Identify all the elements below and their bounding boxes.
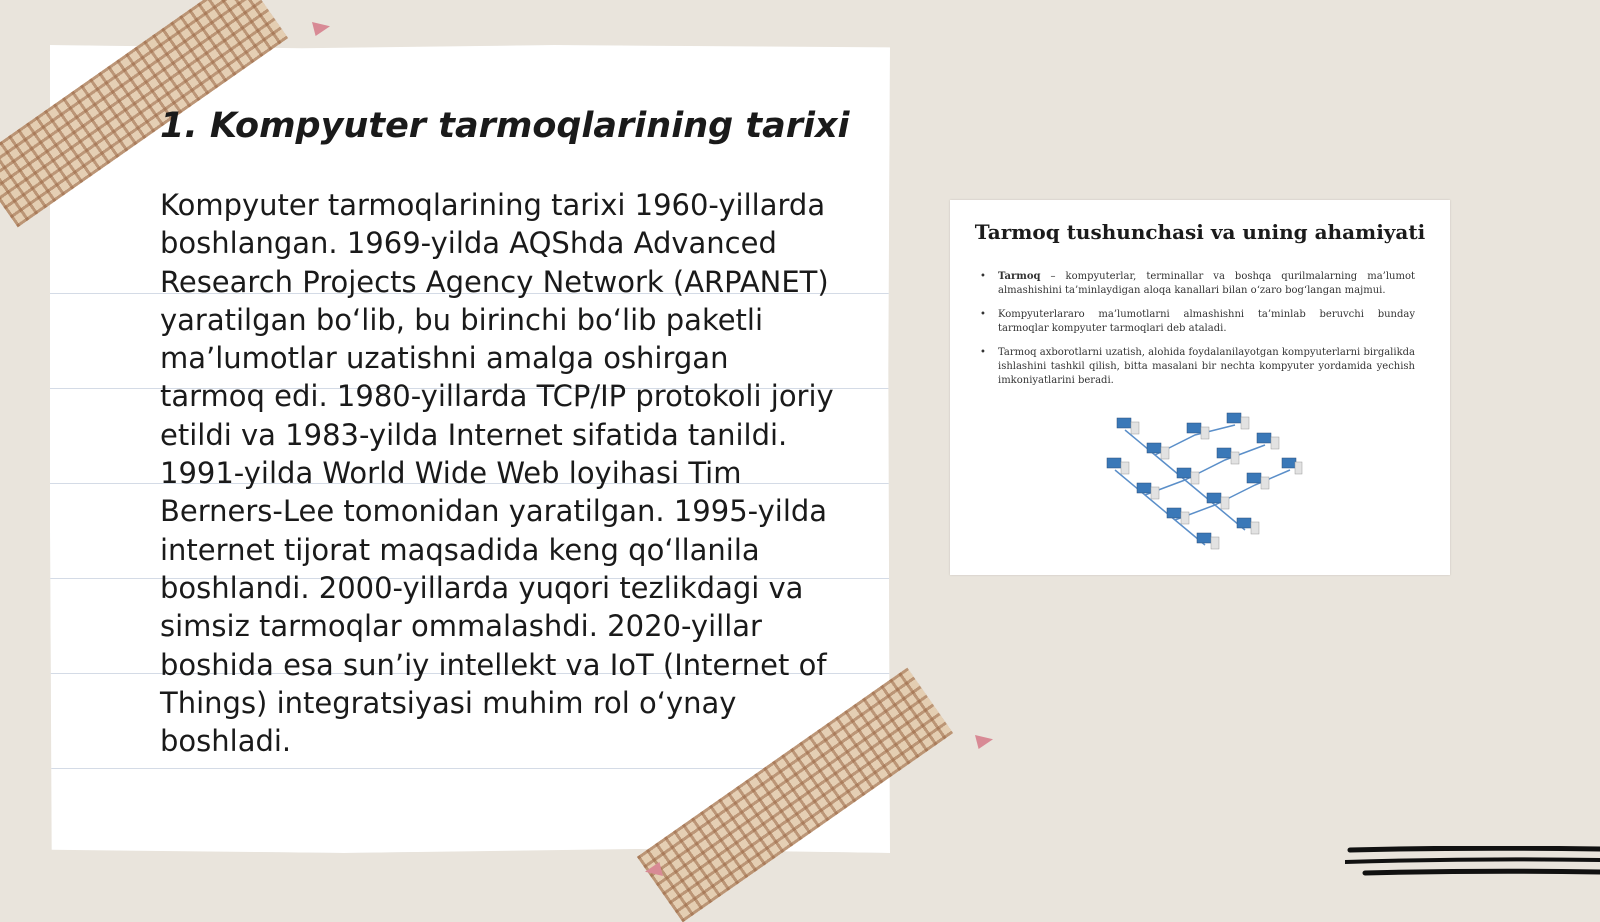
thumbnail-bullet (980, 346, 1415, 388)
slide-thumbnail-image (950, 200, 1450, 575)
decorative-stripes (1345, 846, 1600, 886)
thumbnail-bullet (980, 308, 1415, 336)
thumbnail-title: Tarmoq tushunchasi va uning ahamiyati (974, 220, 1426, 244)
thumbnail-bullet-text: Kompyuterlararo ma’lumotlarni almashishni ta’minlab beruvchi bunday tarmoqlar kompyuter tarmoqlari deb ataladi. (998, 309, 1415, 334)
thumbnail-bullet-text: Tarmoq axborotlarni uzatish, alohida foydalanilayotgan kompyuterlarni birgalikda ishlashini tashkil qilish, bitta masalani bir nechta kompyuter yordamida yechish imkoniyatlarini beradi. (998, 347, 1415, 386)
computer-network-icon (1095, 410, 1305, 565)
pin-icon (312, 22, 330, 36)
thumbnail-bullet (980, 270, 1415, 298)
slide-body-text: Kompyuter tarmoqlarining tarixi 1960-yillarda boshlangan. 1969-yilda AQShda Advanced Research Projects Agency Network (ARPANET) yaratilgan bo‘lib, bu birinchi bo‘lib paketli ma’lumotlar uzatishni amalga oshirgan tarmoq edi. 1980-yillarda TCP/IP protokoli joriy etildi va 1983-yilda Internet sifatida tanildi. 1991-yilda World Wide Web loyihasi Tim Berners-Lee tomonidan yaratilgan. 1995-yilda internet tijorat maqsadida keng qo‘llanila boshlandi. 2000-yillarda yuqori tezlikdagi va simsiz tarmoqlar ommalashdi. 2020-yillar boshida esa sun’iy intellekt va IoT (Internet of Things) integratsiyasi muhim rol o‘ynay boshladi. (160, 188, 834, 759)
slide-title: 1. Kompyuter tarmoqlarining tarixi (160, 106, 850, 146)
thumbnail-bullet-text: – kompyuterlar, terminallar va boshqa qurilmalarning ma’lumot almashishini ta’minlaydigan aloqa kanallari bilan o‘zaro bog‘langan majmui. (998, 271, 1415, 296)
thumbnail-bullet-list (980, 270, 1415, 398)
thumbnail-bullet-term: Tarmoq (998, 271, 1041, 282)
pin-icon (975, 735, 993, 749)
